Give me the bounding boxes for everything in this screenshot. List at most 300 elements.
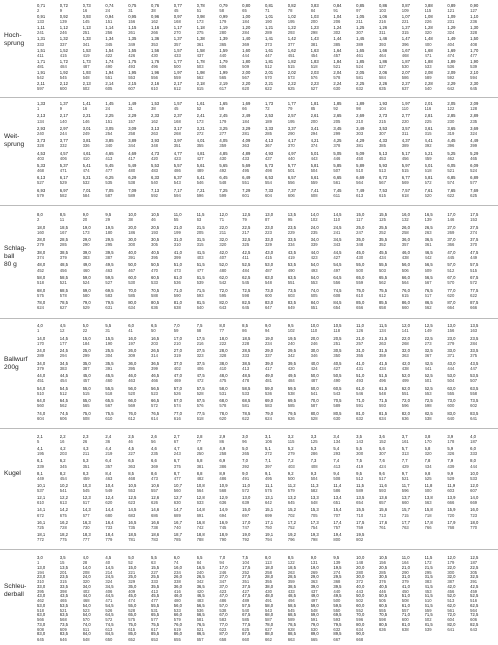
points-cell: 634 <box>128 305 136 311</box>
performance-cell: 46,5 <box>150 373 160 378</box>
points-cell: 315 <box>196 242 204 248</box>
performance-cell: 1,69 <box>447 47 456 53</box>
performance-cell: 1,63 <box>310 47 319 53</box>
points-cell: 623 <box>219 627 227 633</box>
performance-cell: 30,5 <box>378 574 388 580</box>
performance-cell: 7,7 <box>401 458 408 464</box>
performance-cell: 6,1 <box>37 458 43 464</box>
points-row <box>37 416 493 421</box>
discipline-label-line: Weit- <box>4 133 20 140</box>
performance-cell: 14,6 <box>150 507 160 513</box>
performance-cell: 1,48 <box>424 36 433 42</box>
table-row-pair <box>37 151 493 163</box>
performance-cell: 16,9 <box>219 519 228 525</box>
performance-cell: 16,5 <box>128 519 137 525</box>
performance-cell: 13,8 <box>424 495 433 501</box>
performance-cell: 1,30 <box>470 25 479 31</box>
performance-cell: 5,4 <box>333 446 340 452</box>
points-cell: 555 <box>447 390 455 396</box>
points-cell: 410 <box>219 365 227 371</box>
points-cell: 45 <box>173 8 179 14</box>
performance-cell: 1,03 <box>310 14 319 20</box>
points-cell: 454 <box>59 475 67 481</box>
performance-cell: 32,5 <box>424 348 433 353</box>
points-cell: 651 <box>333 500 341 506</box>
performance-cell: 23,5 <box>287 224 296 230</box>
performance-cell: 28,5 <box>242 348 251 353</box>
points-cell: 351 <box>242 579 250 585</box>
points-cell: 299 <box>333 130 341 136</box>
points-cell: 489 <box>242 598 250 604</box>
performance-cell: 18,0 <box>37 224 46 230</box>
performance-cell: 87,5 <box>470 300 479 306</box>
points-cell: 447 <box>264 52 272 58</box>
points-cell: 618 <box>196 415 204 421</box>
points-cell: 195 <box>37 451 44 457</box>
points-cell: 59 <box>173 328 179 334</box>
performance-cell: 41,0 <box>401 583 410 589</box>
performance-cell: 0,72 <box>59 3 68 8</box>
points-cell: 462 <box>37 598 44 604</box>
performance-cell: 14,2 <box>59 507 68 513</box>
performance-cell: 37,5 <box>242 583 251 589</box>
performance-cell: 23,0 <box>264 224 274 230</box>
performance-cell: 2,03 <box>310 69 319 75</box>
points-row <box>37 439 493 444</box>
performance-cell: 42,0 <box>401 360 410 366</box>
points-cell: 411 <box>242 254 249 260</box>
performance-cell: 0,77 <box>173 3 182 8</box>
points-cell: 184 <box>242 19 250 25</box>
discipline-label-line: sprung <box>4 141 25 148</box>
points-cell: 533 <box>470 475 478 481</box>
points-cell: 203 <box>59 451 67 457</box>
performance-cell: 1,10 <box>470 14 479 20</box>
points-cell: 504 <box>447 378 455 384</box>
performance-cell: 44,5 <box>59 373 68 378</box>
performance-cell: 1,08 <box>424 14 433 20</box>
points-row <box>37 180 493 185</box>
performance-cell: 46,0 <box>128 373 137 378</box>
performance-cell: 1,61 <box>196 101 205 106</box>
performance-cell: 2,08 <box>424 69 433 75</box>
points-cell: 205 <box>196 229 204 235</box>
performance-cell: 50,5 <box>378 593 388 599</box>
points-cell: 383 <box>82 254 90 260</box>
performance-cell: 12,0 <box>447 555 456 560</box>
points-cell: 226 <box>424 19 432 25</box>
points-cell: 596 <box>401 488 409 494</box>
points-cell: 427 <box>196 155 204 161</box>
performance-cell: 82,5 <box>242 300 251 306</box>
points-cell: 589 <box>287 617 295 623</box>
points-cell: 374 <box>310 143 318 149</box>
performance-cell: 7,33 <box>264 187 274 193</box>
performance-cell: 5,77 <box>287 162 296 168</box>
performance-cell: 9,9 <box>447 470 454 476</box>
points-cell: 337 <box>264 353 272 359</box>
points-cell: 195 <box>287 118 295 124</box>
performance-cell: 61,5 <box>196 274 205 280</box>
performance-cell: 53,0 <box>37 602 46 608</box>
performance-cell: 2,61 <box>310 113 319 119</box>
performance-cell: 87,0 <box>219 631 228 637</box>
points-cell: 300 <box>447 569 455 575</box>
performance-cell: 17,4 <box>333 519 342 525</box>
performance-cell: 36,5 <box>196 583 205 589</box>
points-cell: 50 <box>150 328 156 334</box>
performance-cell: 19,0 <box>264 335 274 341</box>
performance-cell: 35,0 <box>82 360 91 366</box>
performance-cell: 18,5 <box>242 335 251 341</box>
performance-cell: 75,0 <box>82 410 91 416</box>
points-cell: 543 <box>173 180 181 186</box>
performance-cell: 1,84 <box>333 58 342 64</box>
performance-cell: 85,0 <box>356 300 365 306</box>
points-row <box>37 293 493 298</box>
points-cell: 539 <box>196 280 204 286</box>
performance-cell: 80,5 <box>333 410 342 416</box>
points-cell: 463 <box>128 378 136 384</box>
points-cell: 589 <box>424 74 432 80</box>
points-cell: 591 <box>310 617 318 623</box>
points-cell: 575 <box>128 617 136 623</box>
performance-cell: 35,5 <box>150 583 160 589</box>
points-cell: 636 <box>401 415 409 421</box>
points-cell: 180 <box>105 229 113 235</box>
performance-cell: 25,0 <box>82 348 91 353</box>
performance-cell: 5,3 <box>310 446 317 452</box>
performance-cell: 2,7 <box>173 434 180 439</box>
performance-cell: 2,27 <box>401 80 410 86</box>
points-cell: 2 <box>37 8 40 14</box>
points-cell: 361 <box>424 242 432 248</box>
performance-cell: 1,31 <box>37 36 46 42</box>
points-cell: 372 <box>356 579 364 585</box>
performance-cell: 60,0 <box>356 602 365 608</box>
performance-cell: 5,21 <box>424 150 433 156</box>
performance-cell: 4,33 <box>378 138 388 144</box>
performance-cell: 19,0 <box>82 224 91 230</box>
performance-cell: 1,35 <box>128 36 137 42</box>
points-cell: 444 <box>242 52 250 58</box>
performance-cell: 7,65 <box>447 187 456 193</box>
performance-cell: 2,01 <box>424 101 433 106</box>
points-cell: 420 <box>150 155 158 161</box>
performance-cell: 4,01 <box>196 138 205 144</box>
table-row-pair <box>37 138 493 150</box>
points-cell: 333 <box>242 353 250 359</box>
points-cell: 265 <box>242 451 250 457</box>
points-cell: 626 <box>150 500 158 506</box>
points-cell: 600 <box>401 617 409 623</box>
points-cell: 205 <box>333 118 341 124</box>
points-cell: 395 <box>128 365 136 371</box>
points-cell: 578 <box>59 292 67 298</box>
performance-cell: 77,5 <box>242 621 251 627</box>
points-cell: 469 <box>173 378 181 384</box>
points-cell: 536 <box>196 607 204 613</box>
points-cell: 528 <box>196 390 204 396</box>
performance-cell: 15,1 <box>264 507 274 513</box>
points-cell: 643 <box>470 627 478 633</box>
performance-cell: 37,5 <box>470 237 479 243</box>
points-cell: 40 <box>105 560 111 566</box>
points-cell: 636 <box>219 500 227 506</box>
performance-cell: 0,78 <box>196 3 205 8</box>
performance-cell: 72,0 <box>447 612 456 618</box>
points-cell: 148 <box>356 560 364 566</box>
performance-cell: 1,76 <box>150 58 160 64</box>
performance-cell: 44,0 <box>82 593 91 599</box>
performance-cell: 32,0 <box>447 574 456 580</box>
points-cell: 324 <box>105 579 113 585</box>
performance-cell: 2,57 <box>287 113 296 119</box>
points-cell: 419 <box>287 254 295 260</box>
performance-cell: 1,59 <box>219 47 228 53</box>
points-cell: 85 <box>310 106 316 112</box>
points-cell: 493 <box>128 63 136 69</box>
points-cell: 235 <box>150 451 158 457</box>
points-cell: 67 <box>173 439 179 445</box>
points-cell: 473 <box>173 267 181 273</box>
points-cell: 556 <box>287 180 295 186</box>
performance-cell: 64,0 <box>82 612 91 618</box>
points-row <box>37 131 493 136</box>
points-cell: 570 <box>264 74 272 80</box>
points-cell: 313 <box>401 451 409 457</box>
points-cell: 336 <box>82 143 90 149</box>
performance-cell: 64,0 <box>37 398 46 403</box>
points-cell: 551 <box>105 74 113 80</box>
performance-cell: 10,1 <box>37 482 46 488</box>
performance-cell: 10,7 <box>173 482 182 488</box>
points-cell: 417 <box>264 365 272 371</box>
points-cell: 438 <box>401 365 409 371</box>
performance-cell: 33,0 <box>264 237 274 243</box>
points-cell: 294 <box>59 353 67 359</box>
performance-cell: 44,5 <box>105 593 114 599</box>
performance-cell: 67,0 <box>173 398 182 403</box>
table-row-pair <box>37 411 493 424</box>
points-cell: 555 <box>378 607 386 613</box>
points-cell: 86 <box>219 439 225 445</box>
points-cell: 598 <box>378 617 386 623</box>
points-cell: 553 <box>424 390 432 396</box>
points-cell: 46 <box>150 217 156 223</box>
table-row-pair <box>37 584 493 594</box>
table-row-pair <box>37 434 493 446</box>
points-cell: 572 <box>150 403 158 409</box>
points-cell: 132 <box>401 217 409 223</box>
points-cell: 496 <box>378 378 386 384</box>
points-cell: 513 <box>378 168 386 174</box>
performance-cell: 67,0 <box>219 612 228 618</box>
performance-cell: 58,5 <box>287 602 296 608</box>
points-cell: 190 <box>105 340 113 346</box>
performance-cell: 28,0 <box>264 574 274 580</box>
performance-cell: 1,20 <box>242 25 251 31</box>
performance-cell: 6,41 <box>196 175 205 181</box>
points-cell: 333 <box>37 41 44 47</box>
performance-cell: 4,6 <box>150 446 157 452</box>
points-cell: 610 <box>356 292 364 298</box>
points-cell: 697 <box>242 512 250 518</box>
performance-cell: 5,33 <box>37 162 46 168</box>
performance-cell: 2,33 <box>150 113 160 119</box>
points-cell: 596 <box>356 617 364 623</box>
points-cell: 189 <box>264 118 272 124</box>
performance-cell: 68,5 <box>242 398 251 403</box>
points-cell: 24 <box>105 8 111 14</box>
performance-cell: 1,65 <box>219 101 228 106</box>
performance-cell: 15,5 <box>378 212 388 217</box>
points-row <box>37 464 493 469</box>
points-cell: 532 <box>82 180 90 186</box>
performance-cell: 2,29 <box>128 113 137 119</box>
points-cell: 545 <box>59 74 67 80</box>
points-cell: 65 <box>242 8 247 14</box>
points-cell: 139 <box>59 19 67 25</box>
performance-cell: 13,0 <box>264 212 274 217</box>
performance-cell: 14,4 <box>105 507 114 513</box>
performance-cell: 62,5 <box>242 274 251 280</box>
table-row-pair <box>37 300 493 313</box>
performance-cell: 11,5 <box>196 212 205 217</box>
performance-cell: 26,0 <box>128 348 137 353</box>
points-cell: 620 <box>424 192 432 198</box>
points-cell: 781 <box>128 536 136 542</box>
points-cell: 275 <box>196 30 204 36</box>
points-cell: 645 <box>242 305 250 311</box>
points-cell: 500 <box>356 267 364 273</box>
points-cell: 512 <box>356 475 364 481</box>
performance-cell: 0,89 <box>447 3 456 8</box>
points-cell: 351 <box>82 463 90 469</box>
points-cell: 562 <box>59 403 67 409</box>
points-cell: 451 <box>37 378 44 384</box>
performance-cell: 12,9 <box>219 495 228 501</box>
points-cell: 662 <box>264 636 272 642</box>
performance-cell: 6,85 <box>447 175 456 181</box>
points-cell: 391 <box>470 579 478 585</box>
points-cell: 347 <box>219 579 227 585</box>
points-cell: 593 <box>378 488 386 494</box>
points-cell: 304 <box>105 353 113 359</box>
points-cell: 442 <box>424 254 432 260</box>
performance-cell: 64,5 <box>105 612 114 618</box>
points-cell: 632 <box>356 86 364 92</box>
points-cell: 531 <box>219 390 227 396</box>
performance-cell: 50,5 <box>333 373 342 378</box>
points-cell: 663 <box>287 636 295 642</box>
points-cell: 407 <box>219 254 227 260</box>
performance-cell: 6,5 <box>150 323 157 328</box>
points-cell: 348 <box>356 242 364 248</box>
performance-cell: 74,0 <box>37 410 46 416</box>
points-cell: 564 <box>470 607 478 613</box>
performance-cell: 19,5 <box>105 224 114 230</box>
points-cell: 413 <box>333 463 341 469</box>
points-cell: 78 <box>287 8 293 14</box>
performance-cell: 1,50 <box>470 36 479 42</box>
points-cell: 608 <box>82 415 90 421</box>
points-cell: 559 <box>356 280 364 286</box>
performance-cell: 1,37 <box>173 36 182 42</box>
performance-cell: 5,53 <box>150 162 160 168</box>
performance-cell: 13,6 <box>378 495 388 501</box>
performance-cell: 16,3 <box>82 519 91 525</box>
discipline-section <box>0 212 498 315</box>
points-cell: 118 <box>333 328 341 334</box>
points-cell: 333 <box>150 579 158 585</box>
points-cell: 134 <box>333 439 341 445</box>
table-row-pair <box>37 458 493 470</box>
performance-cell: 14,8 <box>196 507 205 513</box>
performance-cell: 19,2 <box>287 531 296 537</box>
performance-cell: 2,30 <box>470 80 479 86</box>
points-cell: 156 <box>447 328 455 334</box>
table-row-pair <box>37 14 493 25</box>
table-row-pair <box>37 3 493 14</box>
performance-cell: 83,0 <box>37 631 46 637</box>
points-cell: 647 <box>264 305 272 311</box>
performance-cell: 6,93 <box>37 187 46 193</box>
performance-cell: 14,0 <box>470 495 479 501</box>
performance-cell: 1,54 <box>105 47 114 53</box>
points-cell: 285 <box>264 130 272 136</box>
performance-cell: 18,5 <box>128 531 137 537</box>
performance-cell: 4,81 <box>196 150 205 156</box>
performance-cell: 74,5 <box>333 287 342 293</box>
points-cell: 277 <box>219 130 227 136</box>
performance-cell: 81,0 <box>401 621 410 627</box>
points-cell: 630 <box>333 86 341 92</box>
points-cell: 785 <box>173 536 181 542</box>
performance-cell: 19,4 <box>333 531 342 537</box>
points-cell: 654 <box>356 500 364 506</box>
points-cell: 501 <box>287 168 295 174</box>
performance-cell: 3,5 <box>59 555 66 560</box>
performance-cell: 17,0 <box>219 564 228 570</box>
points-cell: 357 <box>173 41 181 47</box>
score-table <box>37 212 493 313</box>
points-cell: 332 <box>59 143 67 149</box>
points-cell: 575 <box>264 488 272 494</box>
performance-cell: 18,1 <box>37 531 46 537</box>
performance-cell: 29,5 <box>105 237 114 243</box>
points-cell: 77 <box>196 439 202 445</box>
performance-cell: 2,25 <box>356 80 365 86</box>
points-cell: 450 <box>356 155 364 161</box>
points-cell: 359 <box>378 353 386 359</box>
performance-cell: 43,0 <box>447 360 456 366</box>
table-row-pair <box>37 373 493 386</box>
points-cell: 258 <box>219 451 227 457</box>
performance-cell: 1,36 <box>150 36 160 42</box>
points-cell: 315 <box>401 30 409 36</box>
performance-cell: 1,97 <box>401 101 410 106</box>
performance-cell: 1,41 <box>82 101 91 106</box>
performance-cell: 9,3 <box>310 470 317 476</box>
performance-cell: 81,5 <box>196 300 205 306</box>
performance-cell: 7,9 <box>447 458 454 464</box>
performance-cell: 22,5 <box>470 564 479 570</box>
performance-cell: 3,8 <box>424 434 431 439</box>
points-cell: 610 <box>150 86 158 92</box>
performance-cell: 53,5 <box>59 602 68 608</box>
points-cell: 417 <box>128 155 136 161</box>
